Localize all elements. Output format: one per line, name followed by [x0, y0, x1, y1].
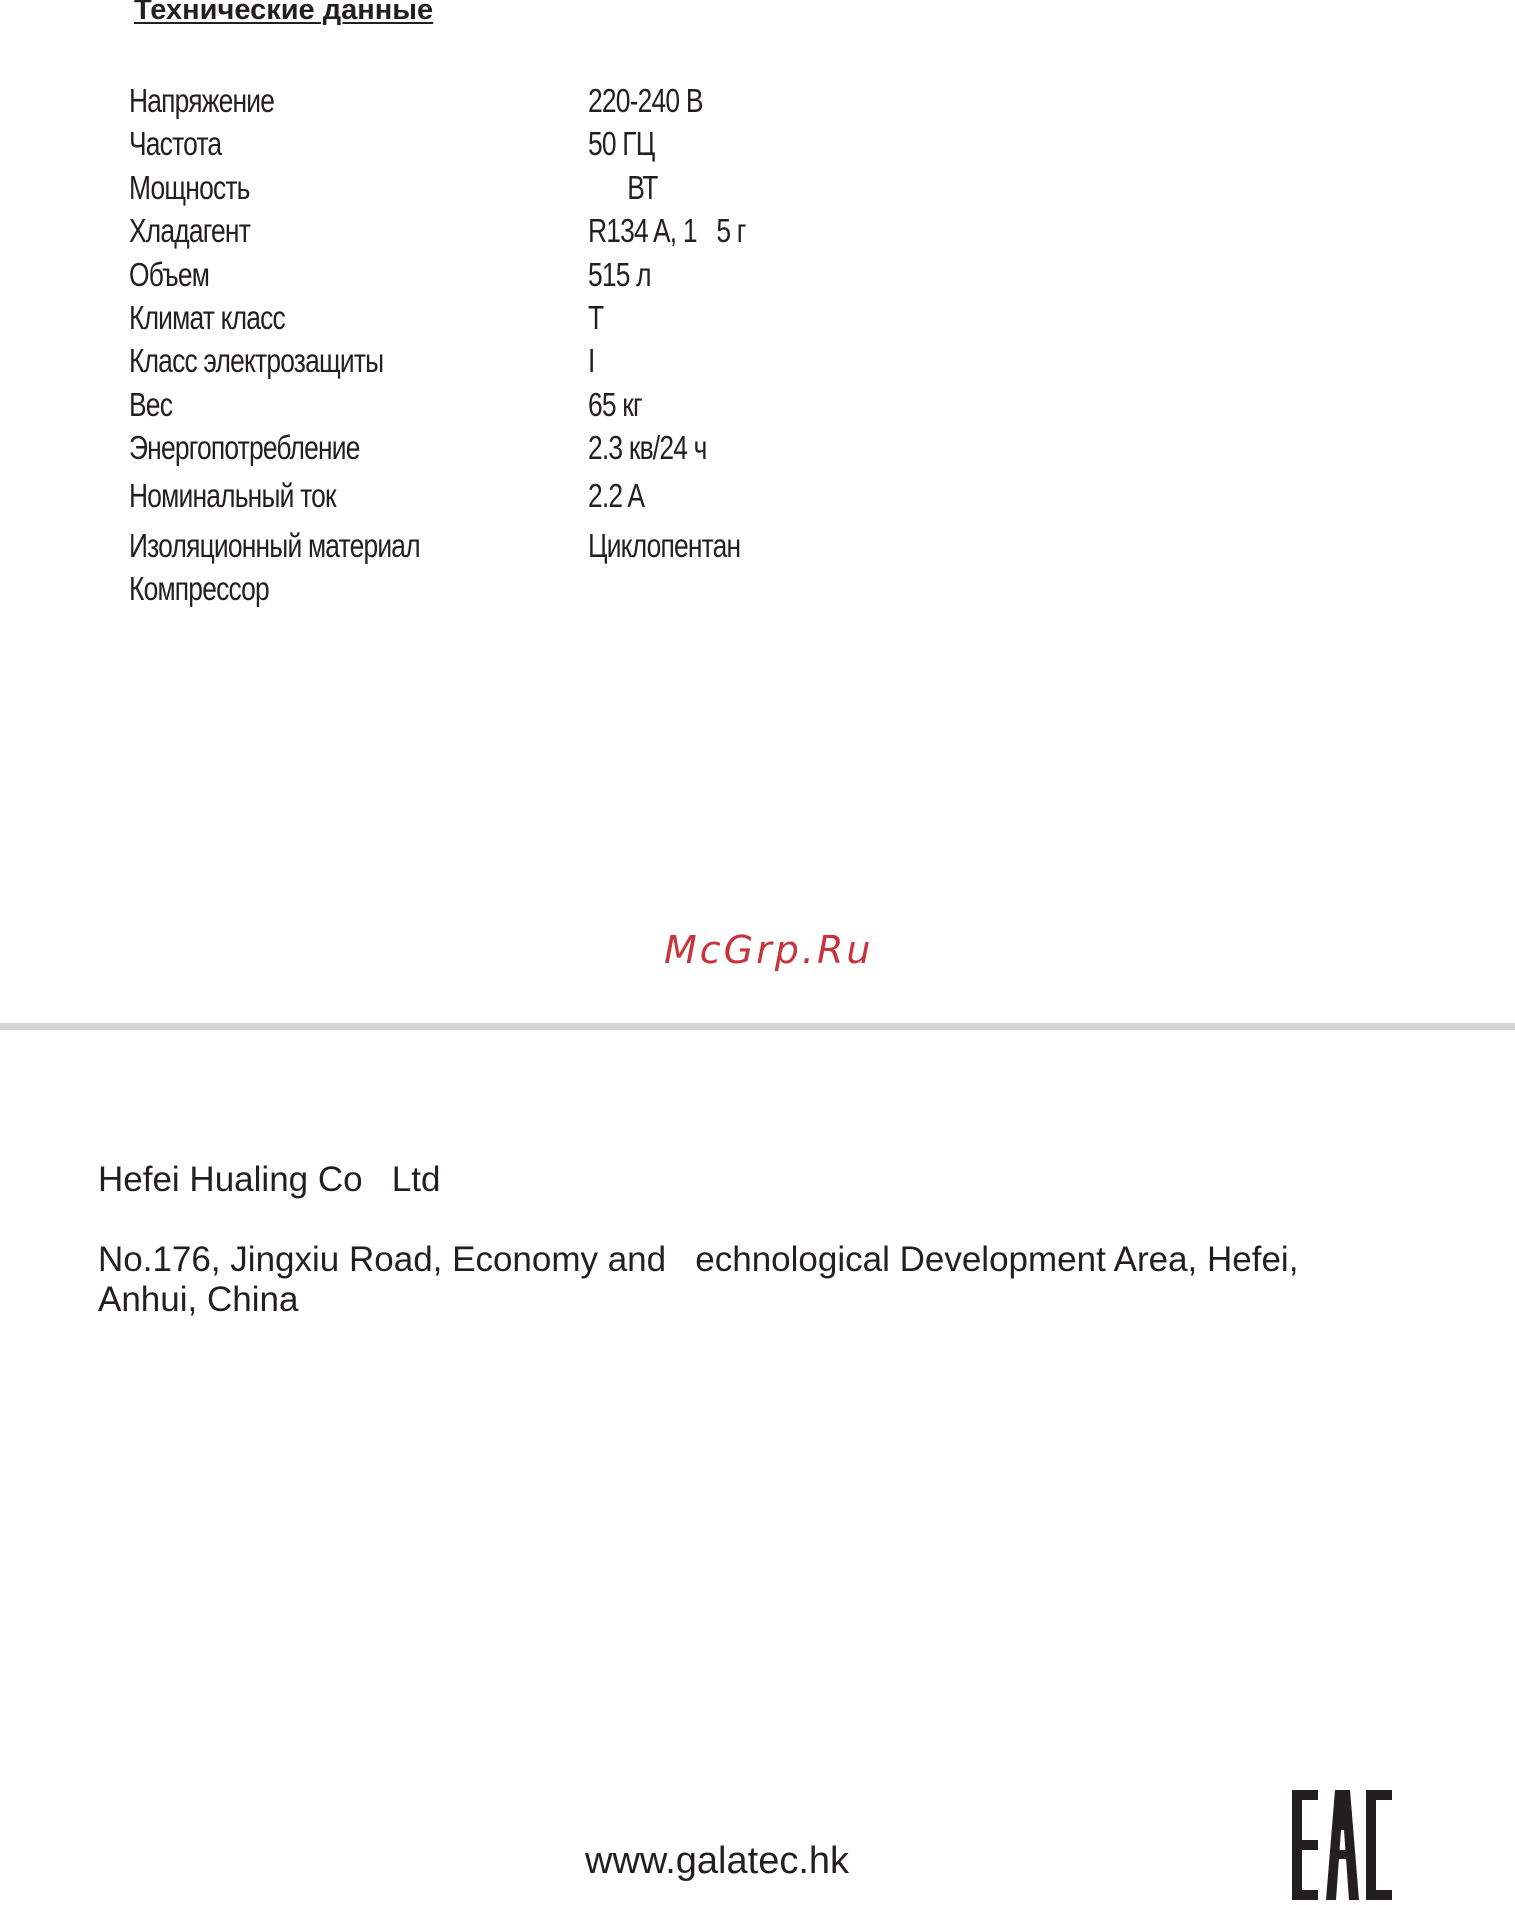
spec-value: 220-240 В — [588, 82, 703, 119]
spec-label: Класс электрозащиты — [129, 342, 384, 379]
spec-label: Энергопотребление — [129, 429, 360, 466]
spec-value: I — [588, 342, 595, 379]
spec-row-rated-current — [129, 477, 829, 517]
spec-label: Мощность — [129, 169, 250, 206]
spec-label: Климат класс — [129, 299, 285, 336]
spec-label: Напряжение — [129, 82, 275, 119]
spec-row-power — [129, 169, 829, 209]
spec-row-climate-class — [129, 299, 829, 339]
spec-label: Изоляционный материал — [129, 527, 420, 564]
spec-label: Частота — [129, 125, 222, 162]
spec-value: 50 ГЦ — [588, 125, 655, 162]
spec-row-insulation — [129, 527, 829, 567]
spec-row-weight — [129, 386, 829, 426]
spec-row-volume — [129, 256, 829, 296]
spec-row-frequency — [129, 125, 829, 165]
spec-row-refrigerant — [129, 212, 829, 252]
eac-mark-icon — [1292, 1790, 1392, 1900]
spec-label: Объем — [129, 256, 210, 293]
address-line-1: No.176, Jingxiu Road, Economy and echnological Development Area, Hefei, — [98, 1240, 1299, 1279]
spec-value: 2.3 кв/24 ч — [588, 429, 707, 466]
section-divider — [0, 1023, 1515, 1030]
website-url: www.galatec.hk — [585, 1840, 850, 1882]
spec-value: 515 л — [588, 256, 651, 293]
spec-value: T — [588, 299, 604, 336]
spec-row-energy-consumption — [129, 429, 829, 469]
spec-value: ВТ — [588, 169, 658, 206]
spec-label: Компрессор — [129, 570, 269, 607]
manufacturer-address — [98, 1240, 1398, 1320]
spec-label: Вес — [129, 386, 173, 423]
spec-value: 2.2 A — [588, 477, 645, 514]
spec-table — [129, 0, 829, 640]
spec-value: Циклопентан — [588, 527, 741, 564]
spec-label: Хладагент — [129, 212, 250, 249]
spec-label: Номинальный ток — [129, 477, 336, 514]
spec-row-voltage — [129, 82, 829, 122]
manufacturer-name: Hefei Hualing Co Ltd — [98, 1160, 441, 1199]
address-line-2: Anhui, China — [98, 1280, 299, 1319]
spec-row-compressor — [129, 570, 829, 610]
spec-value: R134 A, 1 5 г — [588, 212, 746, 249]
spec-value: 65 кг — [588, 386, 642, 423]
watermark-text: McGrp.Ru — [664, 928, 874, 972]
spec-row-protection-class — [129, 342, 829, 382]
page-title: Технические данные — [134, 0, 434, 26]
